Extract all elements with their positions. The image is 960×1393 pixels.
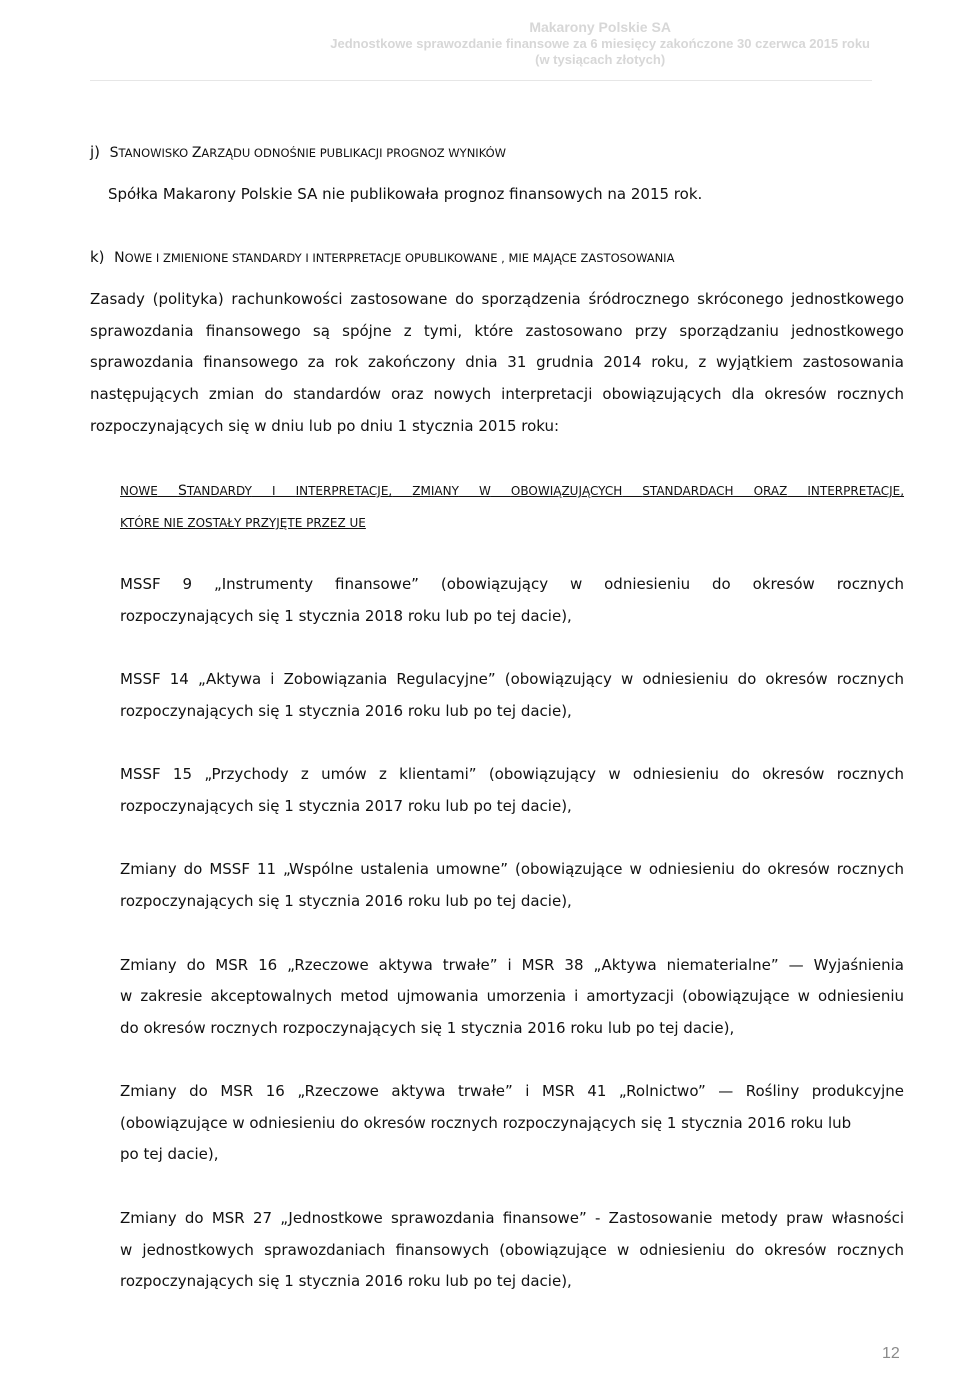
page-header	[330, 18, 870, 68]
standard-item-line: rozpoczynających się 1 stycznia 2017 roku lub po tej dacie),	[120, 797, 572, 815]
new-standards-heading-line2: KTÓRE NIE ZOSTAŁY PRZYJĘTE PRZEZ UE	[120, 516, 366, 530]
section-j-heading	[90, 142, 904, 163]
section-k-heading	[90, 247, 904, 268]
standard-item-line: po tej dacie),	[120, 1145, 219, 1163]
standard-item-line: MSSF 9 „Instrumenty finansowe” (obowiązujący w odniesieniu do okresów rocznych	[120, 575, 904, 593]
page-number: 12	[882, 1345, 900, 1362]
standard-item-line: do okresów rocznych rozpoczynających się 1 stycznia 2016 roku lub po tej dacie),	[120, 1019, 735, 1037]
standard-item-line: rozpoczynających się 1 stycznia 2016 roku lub po tej dacie),	[120, 702, 572, 720]
section-j-title: STANOWISKO ZARZĄDU ODNOŚNIE PUBLIKACJI PROGNOZ WYNIKÓW	[109, 145, 507, 161]
new-standards-heading: NOWE STANDARDY I INTERPRETACJE, ZMIANY W OBOWIĄZUJĄCYCH STANDARDACH ORAZ INTERPRETACJE,	[120, 483, 905, 499]
section-k-title: NOWE I ZMIENIONE STANDARDY I INTERPRETACJE OPUBLIKOWANE , MIE MAJĄCE ZASTOSOWANIA	[114, 250, 675, 266]
header-report-title: Jednostkowe sprawozdanie finansowe za 6 miesięcy zakończone 30 czerwca 2015 roku	[330, 36, 870, 51]
section-j-marker: j)	[90, 143, 101, 161]
section-k-marker: k)	[90, 248, 105, 266]
intro-line: sprawozdania finansowego są spójne z tymi, które zastosowano przy sporządzaniu jednostkowego	[90, 322, 904, 340]
standard-item-line: MSSF 15 „Przychody z umów z klientami” (obowiązujący w odniesieniu do okresów rocznych	[120, 765, 904, 783]
standard-item-line: rozpoczynających się 1 stycznia 2016 roku lub po tej dacie),	[120, 892, 572, 910]
standard-item-line: (obowiązujące w odniesieniu do okresów rocznych rozpoczynających się 1 stycznia 2016 roku lub	[120, 1114, 852, 1132]
standard-item-line: w jednostkowych sprawozdaniach finansowych (obowiązujące w odniesieniu do okresów rocznych	[120, 1241, 904, 1259]
intro-line: Zasady (polityka) rachunkowości zastosowane do sporządzenia śródrocznego skróconego jednostkowego	[90, 290, 904, 308]
header-company: Makarony Polskie SA	[529, 19, 671, 35]
intro-line: następujących zmian do standardów oraz nowych interpretacji obowiązujących dla okresów rocznych	[90, 385, 904, 403]
intro-line: rozpoczynających się w dniu lub po dniu 1 stycznia 2015 roku:	[90, 417, 560, 435]
standard-item-line: MSSF 14 „Aktywa i Zobowiązania Regulacyjne” (obowiązujący w odniesieniu do okresów rocznych	[120, 670, 904, 688]
standard-item-line: Zmiany do MSSF 11 „Wspólne ustalenia umowne” (obowiązujące w odniesieniu do okresów rocznych	[120, 860, 904, 878]
standard-item-line: Zmiany do MSR 16 „Rzeczowe aktywa trwałe” i MSR 41 „Rolnictwo” — Rośliny produkcyjne	[120, 1082, 904, 1100]
standard-item-line: w zakresie akceptowalnych metod ujmowania umorzenia i amortyzacji (obowiązujące w odniesieniu	[120, 987, 904, 1005]
standard-item-line: Zmiany do MSR 16 „Rzeczowe aktywa trwałe” i MSR 38 „Aktywa niematerialne” — Wyjaśnienia	[120, 956, 904, 974]
intro-line: sprawozdania finansowego za rok zakończony dnia 31 grudnia 2014 roku, z wyjątkiem zastosowania	[90, 353, 904, 371]
header-divider	[90, 80, 872, 81]
standard-item-line: Zmiany do MSR 27 „Jednostkowe sprawozdania finansowe” - Zastosowanie metody praw własności	[120, 1209, 904, 1227]
standard-item-line: rozpoczynających się 1 stycznia 2016 roku lub po tej dacie),	[120, 1272, 572, 1290]
header-units: (w tysiącach złotych)	[535, 52, 666, 67]
section-j-text: Spółka Makarony Polskie SA nie publikowała prognoz finansowych na 2015 rok.	[108, 185, 703, 203]
standard-item-line: rozpoczynających się 1 stycznia 2018 roku lub po tej dacie),	[120, 607, 572, 625]
